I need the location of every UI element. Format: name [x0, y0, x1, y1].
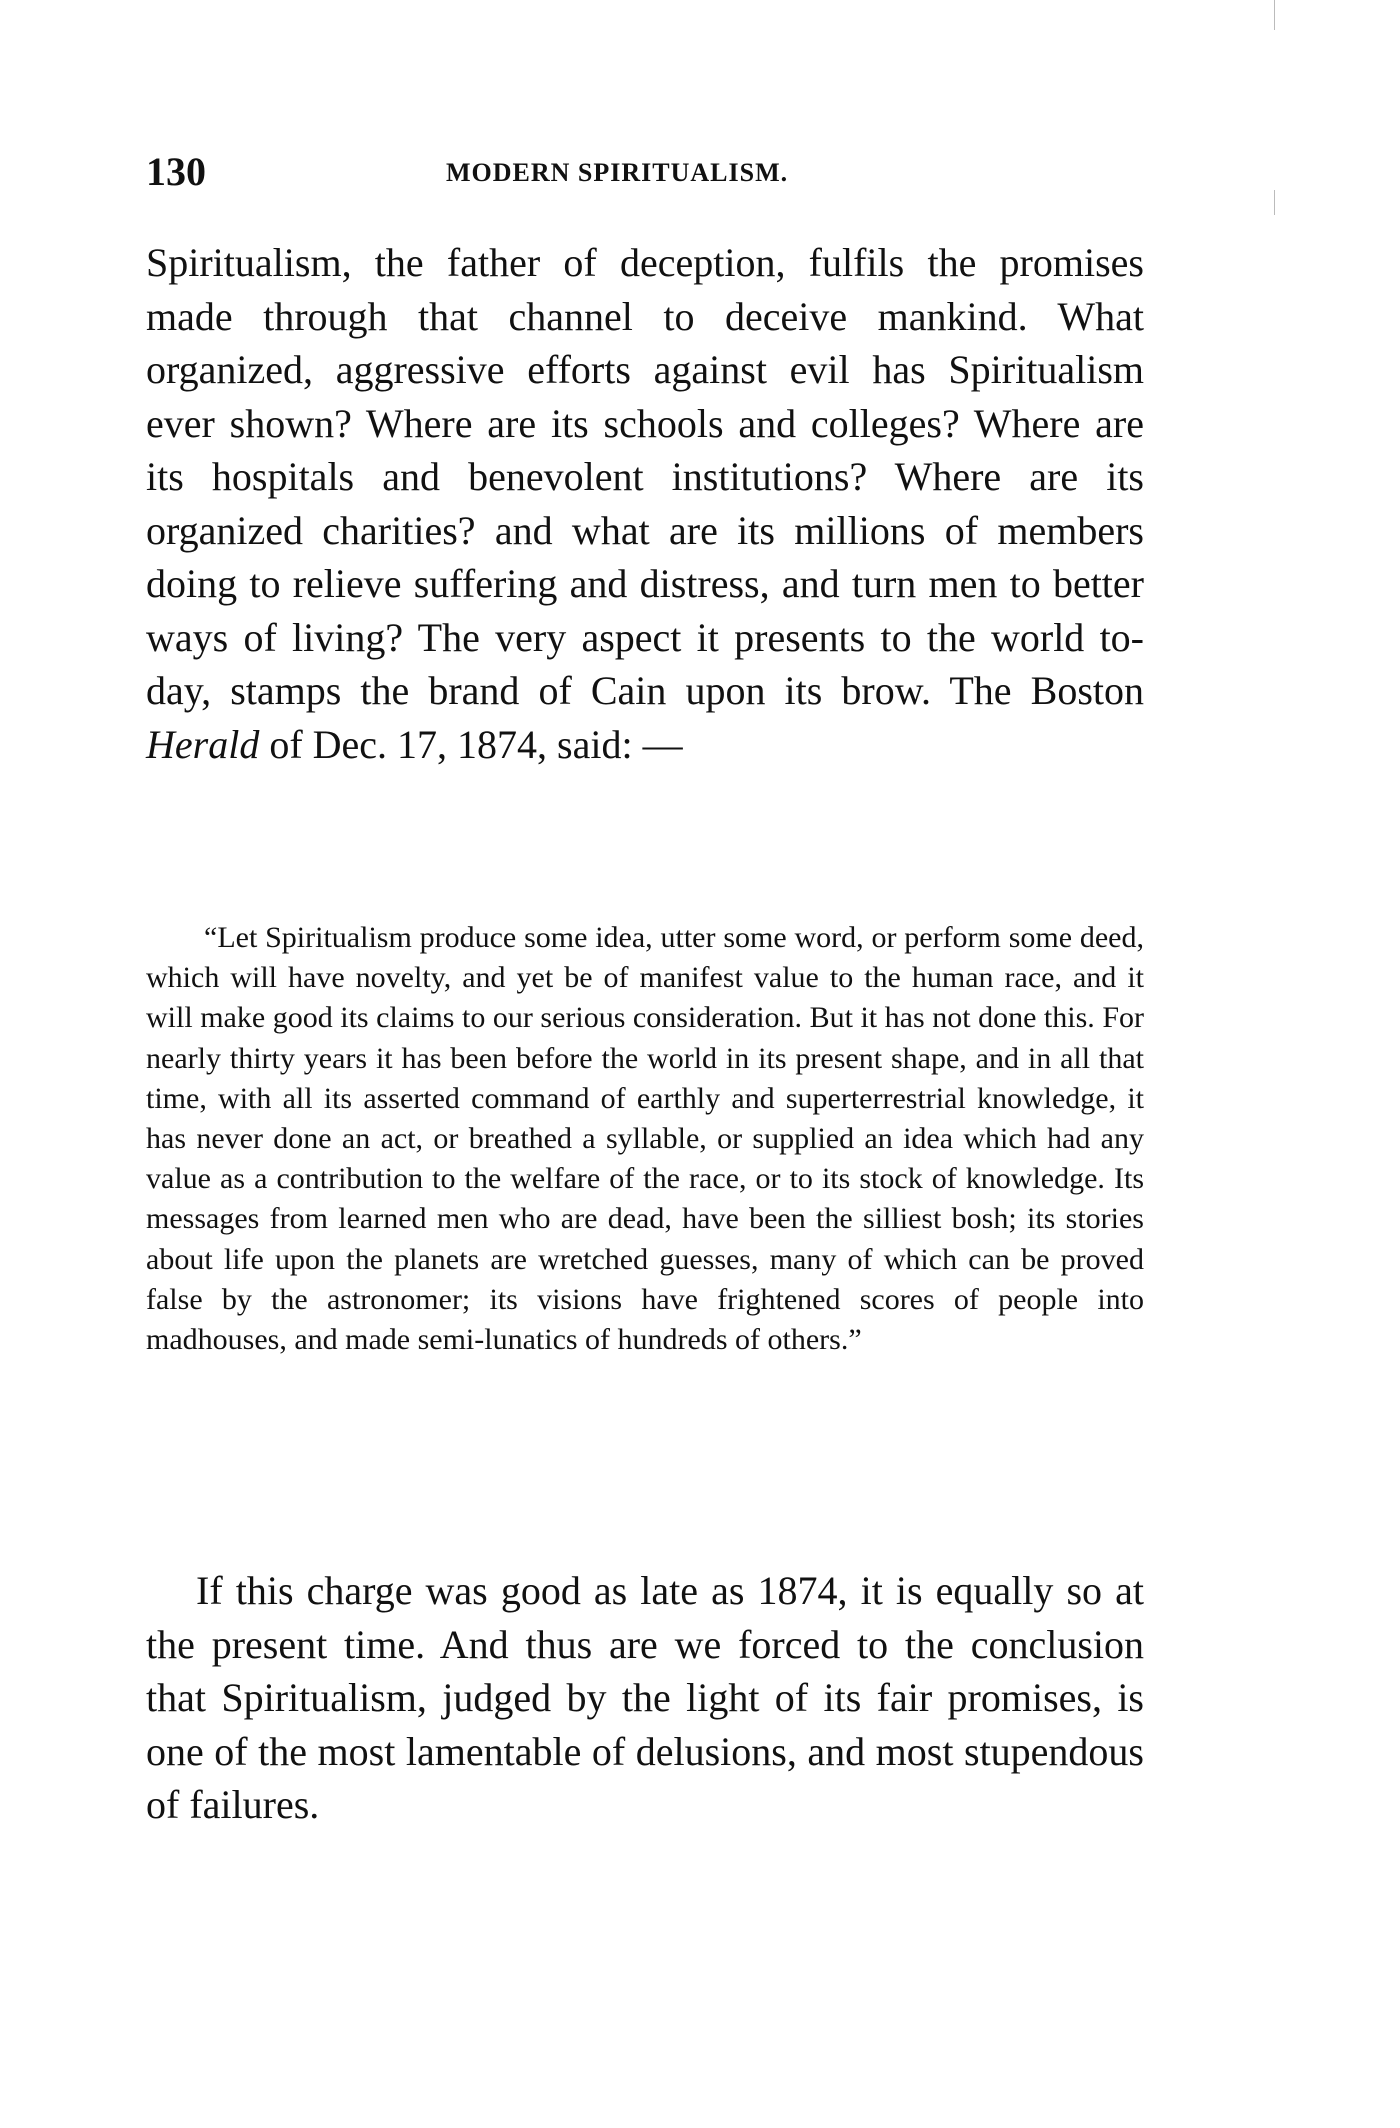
- paragraph-text: Spiritualism, the father of deception, fulfils the promises made through that channel to deceive mankind. What organized, aggressive efforts against evil has Spiritualism ever shown? Where are its schools and colleges? Where are its hospitals and benevolent institutions? Where are its organized charities? and what are its millions of members doing to relieve suffering and distress, and turn men to better ways of living? The very aspect it presents to the world to-day, stamps the brand of Cain upon its brow. The Boston: [146, 240, 1144, 713]
- newspaper-title: Herald: [146, 721, 260, 767]
- scan-margin-mark: [1274, 0, 1275, 30]
- page-number: 130: [146, 149, 206, 194]
- block-quote: “Let Spiritualism produce some idea, utter some word, or perform some deed, which will have novelty, and yet be of manifest value to the human race, and it will make good its claims to our serious consideration. But it has not done this. For nearly thirty years it has been before the world in its present shape, and in all that time, with all its asserted command of earthly and superterrestrial knowledge, it has never done an act, or breathed a syllable, or supplied an idea which had any value as a contribution to the welfare of the race, or to its stock of knowledge. Its messages from learned men who are dead, have been the silliest bosh; its stories about life upon the planets are wretched guesses, many of which can be proved false by the astronomer; its visions have frightened scores of people into madhouses, and made semi-lunatics of hundreds of others.”: [146, 921, 1144, 1357]
- page-header: [146, 148, 1146, 198]
- paragraph-tail: of Dec. 17, 1874, said: —: [259, 721, 683, 767]
- scan-margin-mark: [1274, 190, 1275, 215]
- body-paragraph-1: [146, 236, 1144, 771]
- body-paragraph-2: If this charge was good as late as 1874, it is equally so at the present time. And thus are we forced to the conclusion that Spiritualism, judged by the light of its fair promises, is one of the most lamentable of delusions, and most stupendous of failures.: [146, 1568, 1144, 1827]
- running-title: MODERN SPIRITUALISM.: [446, 158, 789, 187]
